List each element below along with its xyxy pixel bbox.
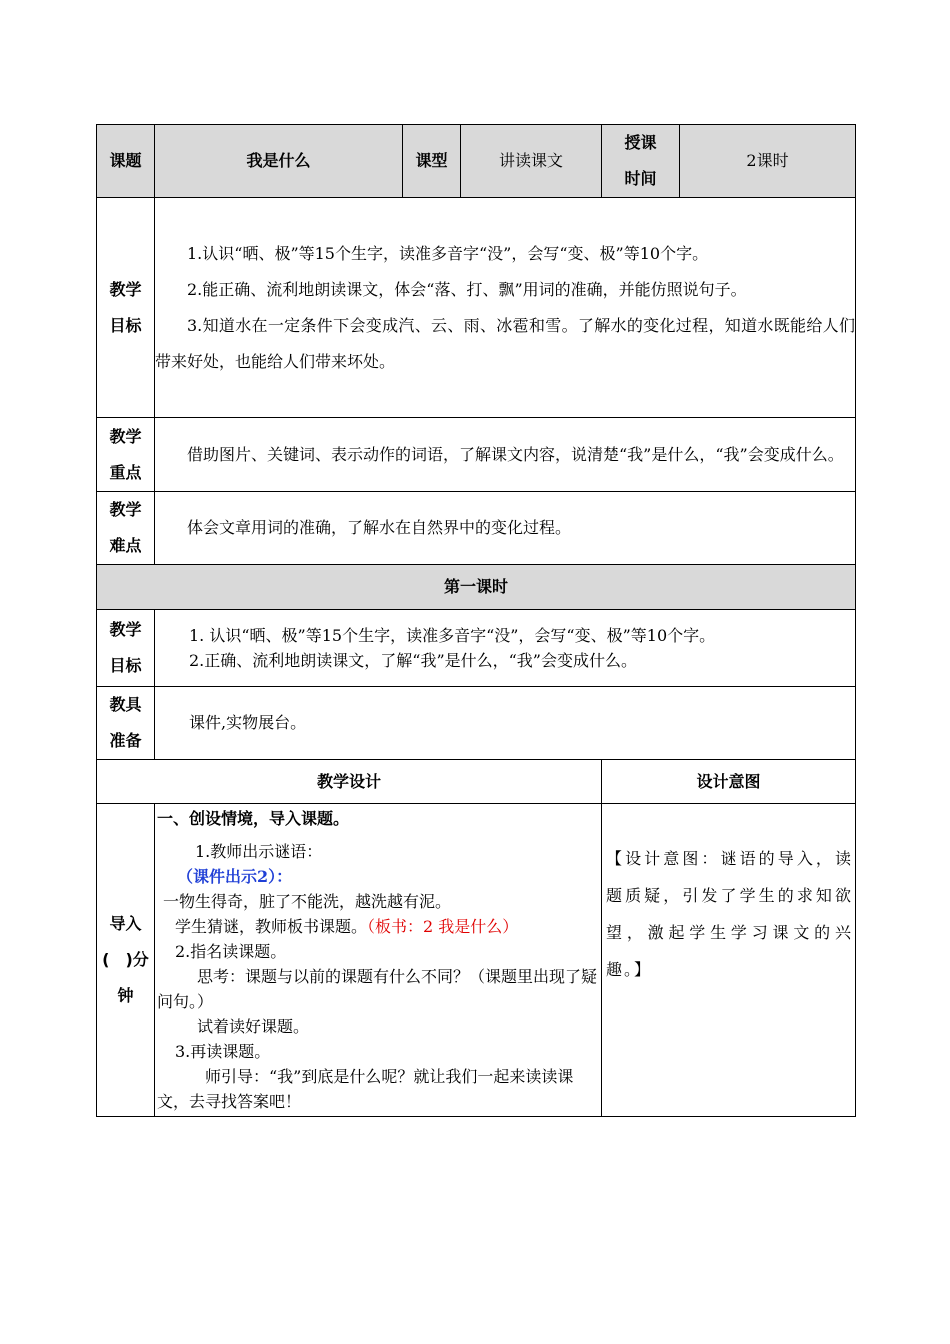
intro-stage-row bbox=[97, 804, 856, 1117]
lesson1-goals-cell bbox=[155, 610, 856, 687]
design-line: 1.教师出示谜语： bbox=[195, 842, 323, 861]
goal-item: 1.认识“晒、极”等15个生字，读准多音字“没”，会写“变、极”等10个字。 bbox=[187, 243, 709, 263]
difficulties-label-line2: 难点 bbox=[109, 536, 142, 555]
design-heading: 一、创设情境，导入课题。 bbox=[157, 809, 350, 828]
lesson1-goal-item: 2.正确、流利地朗读课文，了解“我”是什么，“我”会变成什么。 bbox=[189, 651, 637, 670]
design-column-header: 教学设计 bbox=[97, 760, 602, 804]
lesson1-goals-label-line1: 教学 bbox=[109, 620, 142, 639]
lesson-plan-table bbox=[96, 124, 856, 1117]
tools-row bbox=[97, 687, 856, 760]
type-label: 课型 bbox=[403, 125, 461, 198]
goals-label-line2: 目标 bbox=[109, 315, 142, 335]
design-line: 3.再读课题。 bbox=[175, 1042, 271, 1061]
key-points-label bbox=[97, 418, 155, 492]
lesson1-goals-row bbox=[97, 610, 856, 687]
riddle-text: 一物生得奇，脏了不能洗，越洗越有泥。 bbox=[163, 892, 452, 911]
design-intent: 【设计意图：谜语的导入，读题质疑，引发了学生的求知欲望，激起学生学习课文的兴趣。】 bbox=[602, 804, 856, 1117]
key-points-text: 借助图片、关键词、表示动作的词语，了解课文内容，说清楚“我”是什么，“我”会变成什么。 bbox=[155, 418, 856, 492]
goal-item: 3.知道水在一定条件下会变成汽、云、雨、冰雹和雪。了解水的变化过程，知道水既能给人们带来好处，也能给人们带来坏处。 bbox=[155, 315, 855, 371]
stage-label-line3: 钟 bbox=[117, 986, 134, 1005]
lesson1-goals-label bbox=[97, 610, 155, 687]
lesson1-goal-item: 1. 认识“晒、极”等15个生字，读准多音字“没”，会写“变、极”等10个字。 bbox=[189, 626, 716, 645]
design-line: 试着读好课题。 bbox=[197, 1017, 310, 1036]
board-note: （板书：2 我是什么） bbox=[367, 917, 519, 936]
topic-value: 我是什么 bbox=[155, 125, 403, 198]
design-line: 师引导：“我”到底是什么呢？就让我们一起来读读课文，去寻找答案吧！ bbox=[157, 1067, 574, 1111]
lesson1-title-row bbox=[97, 565, 856, 610]
topic-label: 课题 bbox=[97, 125, 155, 198]
time-label-line1: 授课 bbox=[624, 133, 657, 152]
courseware-note: （课件出示2）： bbox=[177, 867, 293, 886]
goal-item: 2.能正确、流利地朗读课文，体会“落、打、飘”用词的准确，并能仿照说句子。 bbox=[187, 279, 747, 299]
design-line: 2.指名读课题。 bbox=[175, 942, 287, 961]
time-label-line2: 时间 bbox=[624, 169, 657, 188]
time-label bbox=[602, 125, 680, 198]
design-content bbox=[155, 804, 602, 1117]
difficulties-label bbox=[97, 492, 155, 565]
tools-label-line1: 教具 bbox=[109, 695, 142, 714]
goals-cell bbox=[155, 198, 856, 418]
header-row bbox=[97, 125, 856, 198]
stage-label bbox=[97, 804, 155, 1117]
goals-row bbox=[97, 198, 856, 418]
tools-label bbox=[97, 687, 155, 760]
type-value: 讲读课文 bbox=[461, 125, 602, 198]
key-points-row bbox=[97, 418, 856, 492]
design-line bbox=[157, 914, 599, 939]
stage-label-line1: 导入 bbox=[109, 914, 142, 933]
time-value: 2课时 bbox=[680, 125, 856, 198]
tools-label-line2: 准备 bbox=[109, 731, 142, 750]
design-line-text: 学生猜谜，教师板书课题。 bbox=[175, 917, 368, 936]
design-line: 思考：课题与以前的课题有什么不同？（课题里出现了疑问句。） bbox=[157, 967, 598, 1011]
key-points-label-line2: 重点 bbox=[109, 462, 142, 482]
difficulties-row bbox=[97, 492, 856, 565]
stage-label-line2: ( )分 bbox=[102, 950, 149, 969]
key-points-label-line1: 教学 bbox=[109, 426, 142, 446]
tools-text: 课件,实物展台。 bbox=[155, 687, 856, 760]
intent-column-header: 设计意图 bbox=[602, 760, 856, 804]
lesson1-goals-label-line2: 目标 bbox=[109, 656, 142, 675]
difficulties-text: 体会文章用词的准确，了解水在自然界中的变化过程。 bbox=[155, 492, 856, 565]
lesson1-title: 第一课时 bbox=[97, 565, 856, 610]
goals-label bbox=[97, 198, 155, 418]
goals-label-line1: 教学 bbox=[109, 279, 142, 299]
design-header-row bbox=[97, 760, 856, 804]
difficulties-label-line1: 教学 bbox=[109, 500, 142, 519]
